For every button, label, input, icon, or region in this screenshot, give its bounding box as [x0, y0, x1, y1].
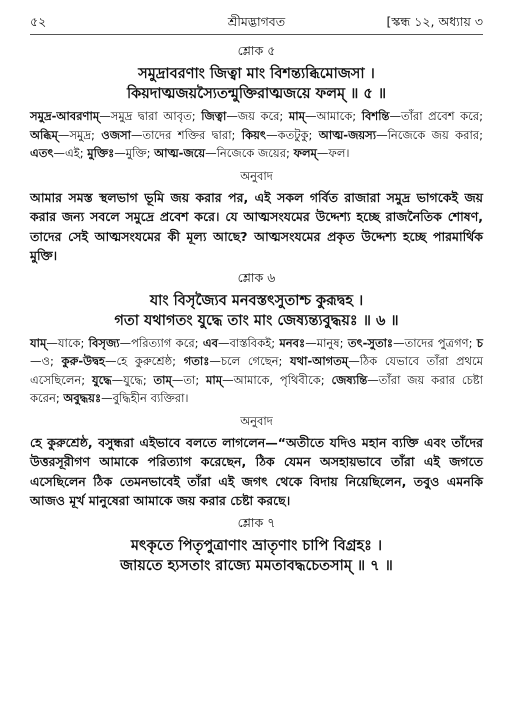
running-header [30, 12, 483, 35]
word-meaning: —যাকে; [46, 335, 89, 350]
sanskrit-word: অবুদ্ধয়ঃ [63, 391, 102, 405]
sanskrit-word: কিয়ৎ [241, 127, 267, 142]
word-meaning: —ফল। [316, 146, 350, 160]
sanskrit-word: কুরু-উদ্বহ [61, 354, 105, 368]
word-meaning: —এই; [53, 146, 88, 160]
verse-line: যাং বিসৃজ্যৈব মনবস্তৎসুতাশ্চ কুরূদ্বহ । [149, 292, 364, 309]
sanskrit-word: বিসৃজ্য [88, 335, 120, 350]
sanskrit-word: ফলম্‌ [293, 146, 317, 160]
word-meaning: —তা; [171, 372, 206, 387]
word-meaning: —নিজেকে জয়ের; [205, 146, 294, 160]
verse-line: মৎকৃতে পিতৃপুত্রাণাং ভ্রাতৃণাং চাপি বিগ্রহঃ । [130, 537, 383, 554]
sloka-label: শ্লোক ৬ [237, 269, 276, 285]
translation-heading: অনুবাদ [240, 168, 273, 183]
word-meaning: —নিজেকে জয় করার; [376, 127, 483, 142]
book-title: শ্রীমদ্ভাগবত [227, 14, 286, 29]
sanskrit-word: যথা-আগতম্‌ [290, 354, 349, 368]
sanskrit-word: গতাঃ [183, 354, 210, 368]
verse-line: গতা যথাগতং যুদ্ধে তাং মাং জেষ্যন্ত্যবুদ্ধয়ঃ ॥ ৬ ॥ [114, 312, 399, 329]
translation-text: হে কুরুশ্রেষ্ঠ, বসুন্ধরা এইভাবে বলতে লাগলেন—“অতীতে যদিও মহান ব্যক্তি এবং তাঁদের উত্তরসূরীগণ আমাকে পরিত্যাগ করেছেন, ঠিক যেমন অসহায়ভাবে তাঁরা এই জগতে এসেছিলেন ঠিক তেমনভাবেই তাঁরা এই জগৎ থেকে বিদায় নিয়েছিলেন, তবুও এমনকি আজও মূর্খ মানুষেরা আমাকে জয় করার চেষ্টা করছে। [30, 434, 483, 508]
sanskrit-word: যাম্‌ [30, 335, 47, 350]
word-meaning: —তাঁরা প্রবেশ করে; [389, 109, 483, 123]
word-meaning: —মানুষ; [305, 335, 348, 350]
word-meaning: —মুক্তি; [114, 146, 155, 160]
sanskrit-word: ওজসা [101, 127, 131, 142]
word-meanings [30, 334, 483, 408]
translation-heading: অনুবাদ [240, 413, 273, 428]
word-meaning: —ঠিক যেভাবে তাঁরা প্রথমে এসেছিলেন; [30, 354, 483, 387]
word-meaning: —তাঁরা জয় করার চেষ্টা করেন; [30, 372, 483, 405]
sanskrit-word: যুদ্ধে [91, 372, 112, 387]
verse-line: সমুদ্রাবরণাং জিত্বা মাং বিশন্ত্যব্ধিমোজসা । [138, 66, 375, 82]
word-meaning: —চলে গেছেন; [209, 354, 291, 368]
sloka-label: শ্লোক ৫ [237, 43, 276, 58]
sanskrit-word: মুক্তিঃ [87, 146, 115, 160]
word-meaning: —তাদের পুত্রগণ; [393, 335, 477, 350]
sanskrit-word: চ [476, 335, 483, 350]
translation-text: আমার সমস্ত স্থলভাগ ভূমি জয় করার পর, এই সকল গর্বিত রাজারা সমুদ্র ভাগকেই জয় করার জন্য সবলে সমুদ্রে প্রবেশ করে। যে আত্মসংযমের উদ্দেশ্য হচ্ছে রাজনৈতিক শোষণ, তাদের সেই আত্মসংযমের কী মূল্য আছে? আত্মসংযমের প্রকৃত উদ্দেশ্য হচ্ছে পারমার্থিক মুক্তি। [30, 189, 483, 263]
sloka-5-block [30, 43, 483, 266]
word-meaning: —আমাকে; [304, 109, 362, 123]
word-meaning: —আমাকে, পৃথিবীকে; [222, 372, 332, 387]
sanskrit-word: জেষ্যন্তি [331, 372, 368, 387]
word-meaning: —কতটুকু; [266, 127, 319, 142]
word-meaning: —পরিত্যাগ করে; [119, 335, 203, 350]
verse-line: কিয়দাত্মজয়স্যৈতন্মুক্তিরাত্মজয়ে ফলম্‌ ॥ ৫ ॥ [126, 86, 387, 102]
word-meaning: —ও; [30, 354, 62, 368]
sanskrit-word: তৎ-সুতাঃ [347, 335, 394, 350]
word-meaning: —তাদের শক্তির দ্বারা; [130, 127, 242, 142]
section-reference: [স্কন্ধ ১২, অধ্যায় ৩ [386, 14, 483, 29]
sanskrit-word: এব [202, 335, 218, 350]
sanskrit-word: মাম্‌ [288, 109, 305, 123]
page-number: ৫২ [30, 14, 47, 29]
sanskrit-word: এতৎ [30, 146, 54, 160]
word-meaning: —সমুদ্র; [57, 127, 102, 142]
sanskrit-word: তাম্‌ [153, 372, 172, 387]
sanskrit-word: বিশন্তি [361, 109, 390, 123]
sanskrit-word: আত্ম-জয়ে [154, 146, 206, 160]
word-meaning: —বাস্তবিকই; [218, 335, 280, 350]
sloka-label: শ্লোক ৭ [237, 514, 276, 530]
sanskrit-word: আত্ম-জয়স্য [318, 127, 377, 142]
word-meaning: —যুদ্ধে; [111, 372, 154, 387]
word-meanings [30, 107, 483, 163]
word-meaning: —হে কুরুশ্রেষ্ঠ; [104, 354, 184, 368]
sanskrit-word: সমুদ্র-আবরণাম্‌ [30, 109, 100, 123]
sanskrit-word: মনবঃ [279, 335, 306, 350]
sanskrit-word: মাম্‌ [206, 372, 223, 387]
verse-line: জায়তে হ্যসতাং রাজ্যে মমতাবদ্ধচেতসাম্‌ ॥ ৭ ॥ [120, 557, 393, 574]
word-meaning: —বুদ্ধিহীন ব্যক্তিরা। [101, 391, 189, 405]
sloka-6-block [30, 270, 483, 511]
sanskrit-word: অব্ধিম্‌ [30, 127, 58, 142]
word-meaning: —জয় করে; [226, 109, 289, 123]
sanskrit-word: জিত্বা [201, 109, 227, 123]
sloka-7-block [30, 515, 483, 576]
word-meaning: —সমুদ্র দ্বারা আবৃত; [99, 109, 202, 123]
